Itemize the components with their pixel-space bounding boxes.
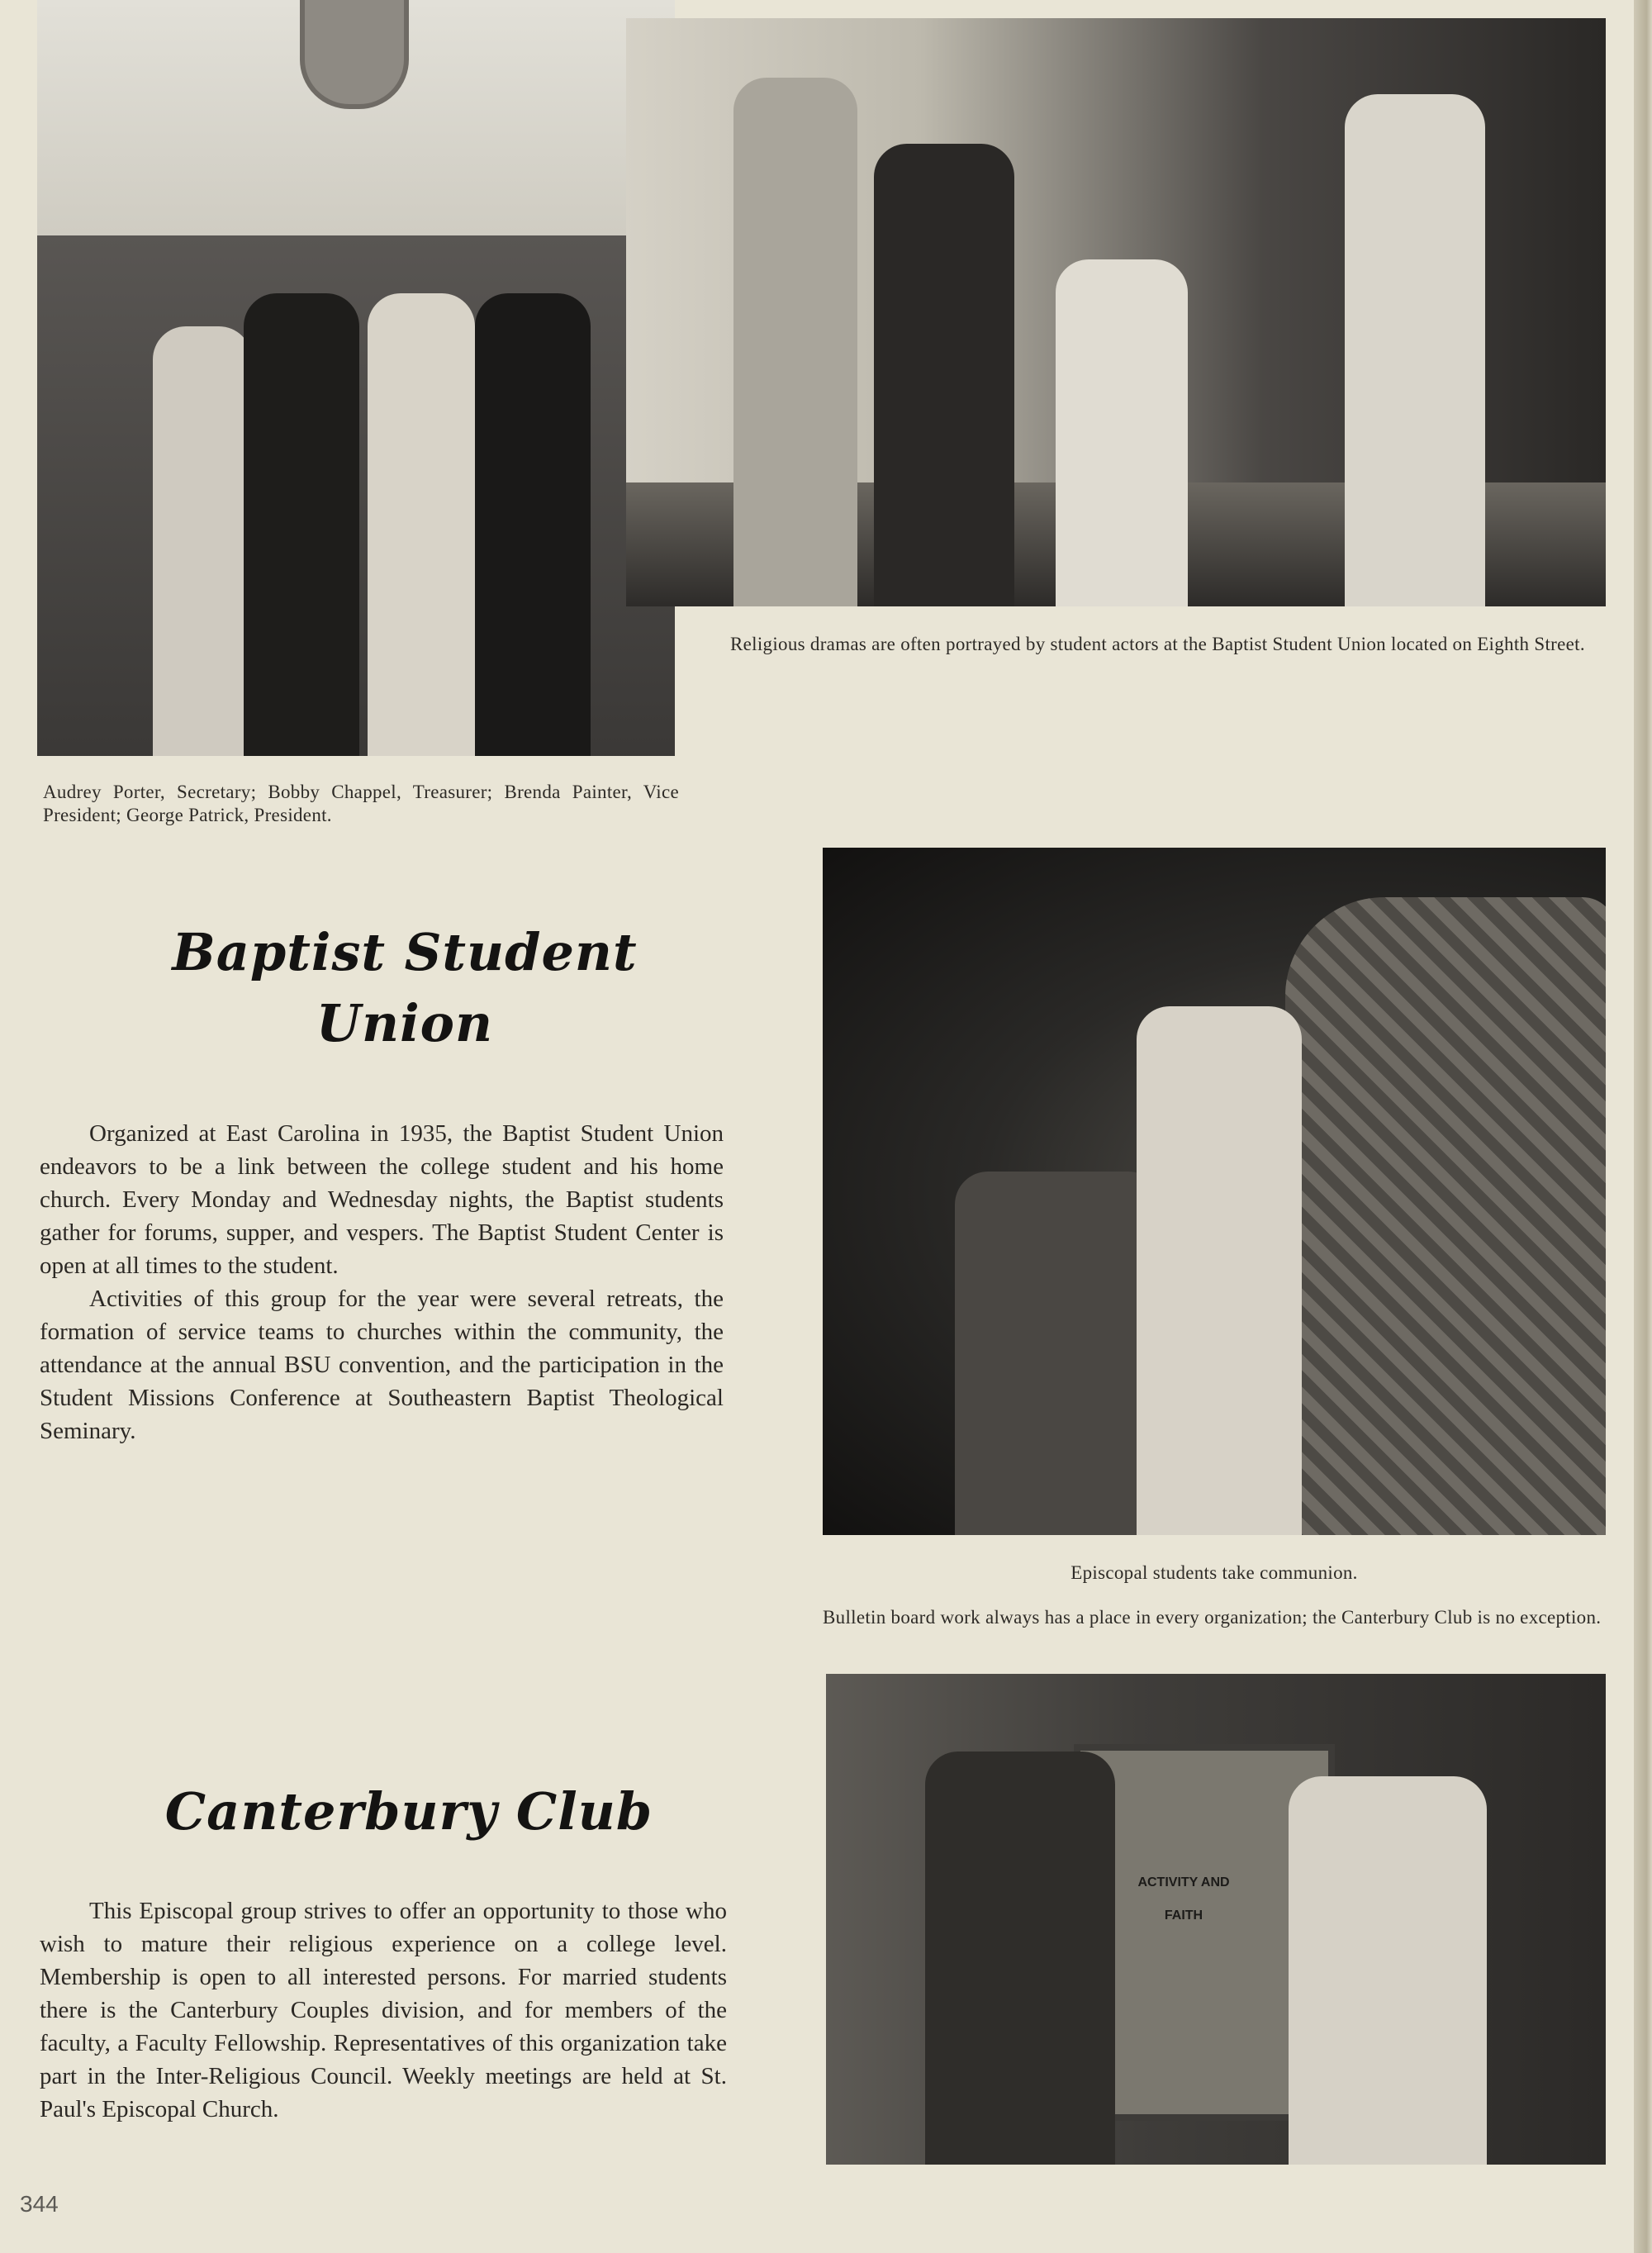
bulletin-photo bbox=[826, 1674, 1606, 2165]
canterbury-heading: Canterbury Club bbox=[164, 1781, 653, 1842]
bulletin-board-text: ACTIVITY AND FAITH bbox=[1137, 1875, 1230, 1923]
bsu-paragraph-1: Organized at East Carolina in 1935, the Baptist Student Union endeavors to be a link between the college student and his home church. Every Monday and Wednesday nights, the Baptist students gather for forums, supper, and vespers. The Baptist Student Center is open at all times to the student. bbox=[40, 1120, 724, 1279]
canterbury-body bbox=[40, 1894, 727, 2126]
officers-caption: Audrey Porter, Secretary; Bobby Chappel, Treasurer; Brenda Painter, Vice President; George Patrick, President. bbox=[43, 782, 679, 825]
officers-photo bbox=[37, 0, 675, 756]
drama-photo bbox=[626, 18, 1606, 606]
bsu-heading-line1: Baptist Student bbox=[172, 922, 638, 982]
communion-photo bbox=[823, 848, 1606, 1535]
bulletin-caption: Bulletin board work always has a place in every organization; the Canterbury Club is no exception. bbox=[823, 1607, 1602, 1628]
bsu-paragraph-2: Activities of this group for the year were several retreats, the formation of service teams to churches within the community, the attendance at the annual BSU convention, and the participation in the Student Missions Conference at Southeastern Baptist Theological Seminary. bbox=[40, 1286, 724, 1444]
page-binding-edge bbox=[1634, 0, 1652, 2253]
vestment-pattern bbox=[1285, 897, 1606, 1535]
crest-emblem bbox=[300, 0, 409, 109]
bsu-heading-line2: Union bbox=[316, 993, 494, 1053]
drama-caption: Religious dramas are often portrayed by student actors at the Baptist Student Union located on Eighth Street. bbox=[730, 634, 1585, 654]
bsu-heading bbox=[149, 917, 661, 1059]
canterbury-paragraph-1: This Episcopal group strives to offer an opportunity to those who wish to mature their religious experience on a college level. Membership is open to all interested persons. For married students there is the Canterbury Couples division, and for members of the faculty, a Faculty Fellowship. Representatives of this organization take part in the Inter-Religious Council. Weekly meetings are held at St. Paul's Episcopal Church. bbox=[40, 1898, 727, 2122]
page-number: 344 bbox=[20, 2191, 59, 2217]
communion-caption: Episcopal students take communion. bbox=[1070, 1562, 1358, 1583]
bsu-body bbox=[40, 1117, 724, 1447]
